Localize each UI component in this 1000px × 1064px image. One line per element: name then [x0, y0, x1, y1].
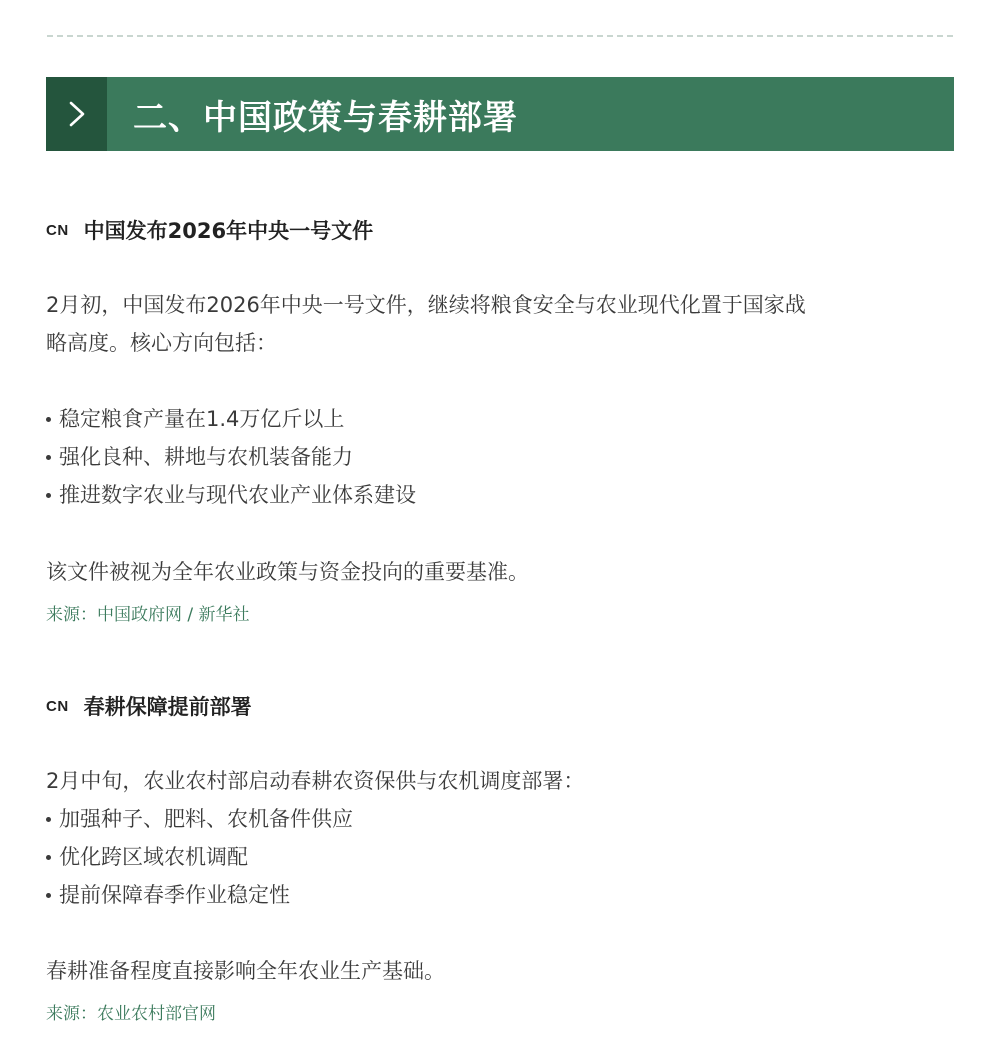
- article-intro-line: 略高度。核心方向包括：: [46, 331, 277, 355]
- article-title: 中国发布2026年中央一号文件: [83, 219, 374, 243]
- article-heading: [46, 215, 373, 245]
- list-item: [44, 876, 353, 914]
- list-item: [44, 438, 416, 476]
- bullet-icon: [46, 893, 51, 898]
- article-title: 春耕保障提前部署: [83, 695, 252, 719]
- article-heading: [46, 691, 252, 721]
- list-item-text: 优化跨区域农机调配: [59, 845, 248, 869]
- list-item-text: 强化良种、耕地与农机装备能力: [59, 445, 353, 469]
- chevron-right-icon: [46, 77, 107, 151]
- bullet-icon: [46, 417, 51, 422]
- article-conclusion: 春耕准备程度直接影响全年农业生产基础。: [46, 959, 445, 983]
- article-conclusion: 该文件被视为全年农业政策与资金投向的重要基准。: [46, 560, 529, 584]
- list-item-text: 提前保障春季作业稳定性: [59, 883, 290, 907]
- list-item: [44, 476, 416, 514]
- list-item: [44, 838, 353, 876]
- article-intro-line: 2月初，中国发布2026年中央一号文件，继续将粮食安全与农业现代化置于国家战: [46, 293, 806, 317]
- bullet-icon: [46, 855, 51, 860]
- list-item-text: 稳定粮食产量在1.4万亿斤以上: [59, 407, 345, 431]
- country-tag: CN: [46, 221, 69, 239]
- bullet-icon: [46, 455, 51, 460]
- article-intro: [46, 286, 946, 362]
- bullet-icon: [46, 817, 51, 822]
- bullet-icon: [46, 493, 51, 498]
- bullet-list: [44, 400, 416, 514]
- section-title: 二、中国政策与春耕部署: [133, 97, 518, 138]
- country-tag: CN: [46, 697, 69, 715]
- list-item: [44, 400, 416, 438]
- list-item-text: 加强种子、肥料、农机备件供应: [59, 807, 353, 831]
- section-header: [46, 77, 954, 151]
- dashed-divider: [47, 35, 953, 37]
- bullet-list: [44, 800, 353, 914]
- list-item-text: 推进数字农业与现代农业产业体系建设: [59, 483, 416, 507]
- source-credit: 来源：中国政府网 / 新华社: [46, 605, 250, 625]
- list-item: [44, 800, 353, 838]
- article-intro: 2月中旬，农业农村部启动春耕农资保供与农机调度部署：: [46, 769, 585, 793]
- source-credit: 来源：农业农村部官网: [46, 1004, 216, 1024]
